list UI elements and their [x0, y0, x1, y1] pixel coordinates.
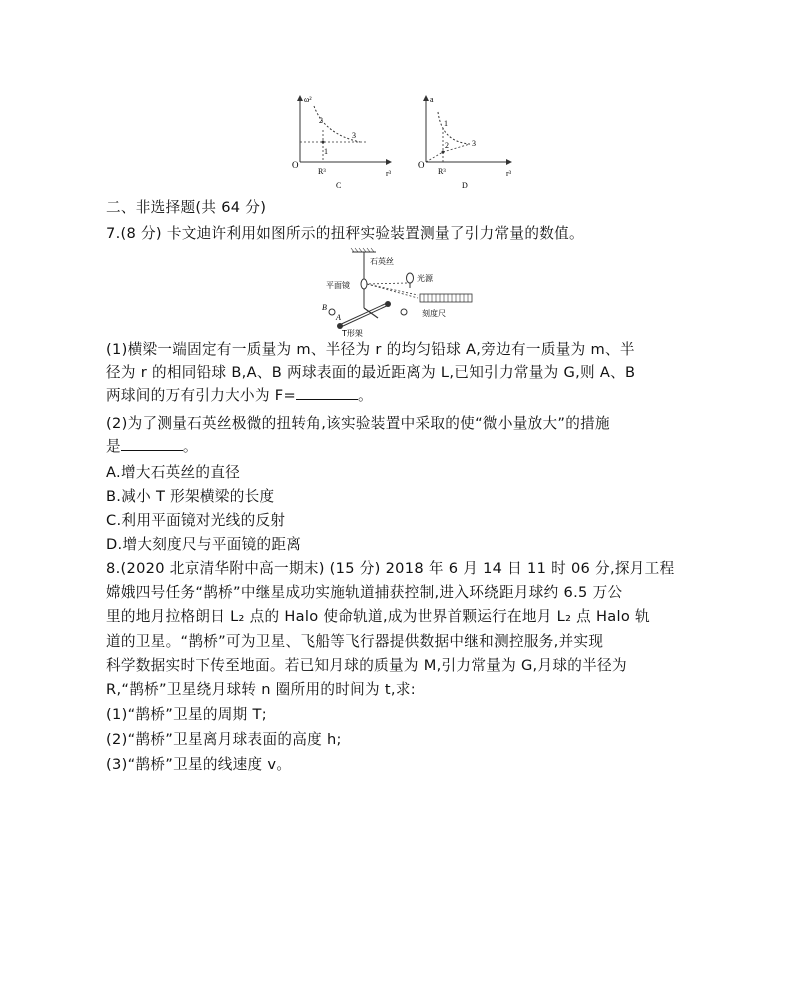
option-c: C.利用平面镜对光线的反射	[106, 512, 286, 529]
option-b: B.减小 T 形架横梁的长度	[106, 488, 275, 505]
graph-c-point-1: 1	[324, 147, 328, 156]
graph-d-point-2: 2	[445, 141, 449, 150]
graph-c-origin: O	[292, 160, 299, 170]
label-ball-a: A	[336, 313, 341, 322]
q7-part1-end: 。	[358, 387, 373, 404]
graph-d-point-1: 1	[444, 119, 448, 128]
graph-c-x-label: r³	[386, 169, 392, 178]
q8-sub-3: (3)“鹊桥”卫星的线速度 v。	[106, 756, 292, 773]
graph-d-x-label: r³	[506, 169, 512, 178]
graph-d-caption: D	[462, 181, 468, 190]
q8-line-3: 里的地月拉格朗日 L₂ 点的 Halo 使命轨道,成为世界首颗运行在地月 L₂ 点 Halo 轨	[106, 608, 650, 625]
graph-d-tick: R³	[438, 167, 446, 176]
option-d: D.增大刻度尺与平面镜的距离	[106, 536, 302, 553]
graph-c-point-2: 2	[319, 116, 323, 125]
q8-line-2: 嫦娥四号任务“鹊桥”中继星成功实施轨道捕获控制,进入环绕距月球约 6.5 万公	[106, 584, 623, 601]
q7-part2-line1: (2)为了测量石英丝极微的扭转角,该实验装置中采取的使“微小量放大”的措施	[106, 415, 610, 432]
graph-d-point-3: 3	[472, 139, 476, 148]
label-quartz-fiber: 石英丝	[370, 257, 394, 266]
label-light-source: 光源	[417, 274, 433, 283]
graph-c-figure	[286, 92, 396, 192]
q7-part1-line1: (1)横梁一端固定有一质量为 m、半径为 r 的均匀铅球 A,旁边有一质量为 m、半	[106, 341, 635, 358]
graph-c-caption: C	[336, 181, 342, 190]
q8-sub-1: (1)“鹊桥”卫星的周期 T;	[106, 706, 267, 723]
q7-part1-prompt: 两球间的万有引力大小为 F=	[106, 387, 296, 404]
torsion-balance-diagram	[318, 246, 498, 338]
q8-line-1: 8.(2020 北京清华附中高一期末) (15 分) 2018 年 6 月 14 日 11 时 06 分,探月工程	[106, 560, 675, 577]
q8-line-6: R,“鹊桥”卫星绕月球转 n 圈所用的时间为 t,求:	[106, 681, 416, 698]
q7-part2-end: 。	[182, 438, 198, 455]
answer-blank-measure[interactable]	[121, 436, 183, 451]
q7-part2-line2	[106, 435, 696, 459]
q8-line-5: 科学数据实时下传至地面。若已知月球的质量为 M,引力常量为 G,月球的半径为	[106, 657, 627, 674]
label-t-frame: T形架	[342, 329, 363, 338]
answer-blank-force[interactable]	[296, 385, 358, 400]
label-scale: 刻度尺	[422, 309, 446, 318]
graph-c-tick: R³	[318, 167, 326, 176]
label-ball-b: B	[322, 303, 327, 312]
q7-part1-line3	[106, 384, 696, 408]
q7-stem: 7.(8 分) 卡文迪许利用如图所示的扭秤实验装置测量了引力常量的数值。	[106, 225, 584, 242]
q7-part2-prompt: 是	[106, 438, 121, 455]
option-a: A.增大石英丝的直径	[106, 464, 241, 481]
section-heading: 二、非选择题(共 64 分)	[106, 199, 267, 216]
graph-d-figure	[416, 92, 516, 192]
q7-part1-line2: 径为 r 的相同铅球 B,A、B 两球表面的最近距离为 L,已知引力常量为 G,则 A、B	[106, 364, 636, 381]
q8-line-4: 道的卫星。“鹊桥”可为卫星、飞船等飞行器提供数据中继和测控服务,并实现	[106, 633, 604, 650]
graph-d-y-label: a	[430, 95, 434, 104]
label-plane-mirror: 平面镜	[326, 281, 350, 290]
graph-c-point-3: 3	[352, 131, 356, 140]
graph-c-y-label: ω²	[304, 95, 312, 104]
graph-d-origin: O	[418, 160, 425, 170]
q8-sub-2: (2)“鹊桥”卫星离月球表面的高度 h;	[106, 731, 342, 748]
